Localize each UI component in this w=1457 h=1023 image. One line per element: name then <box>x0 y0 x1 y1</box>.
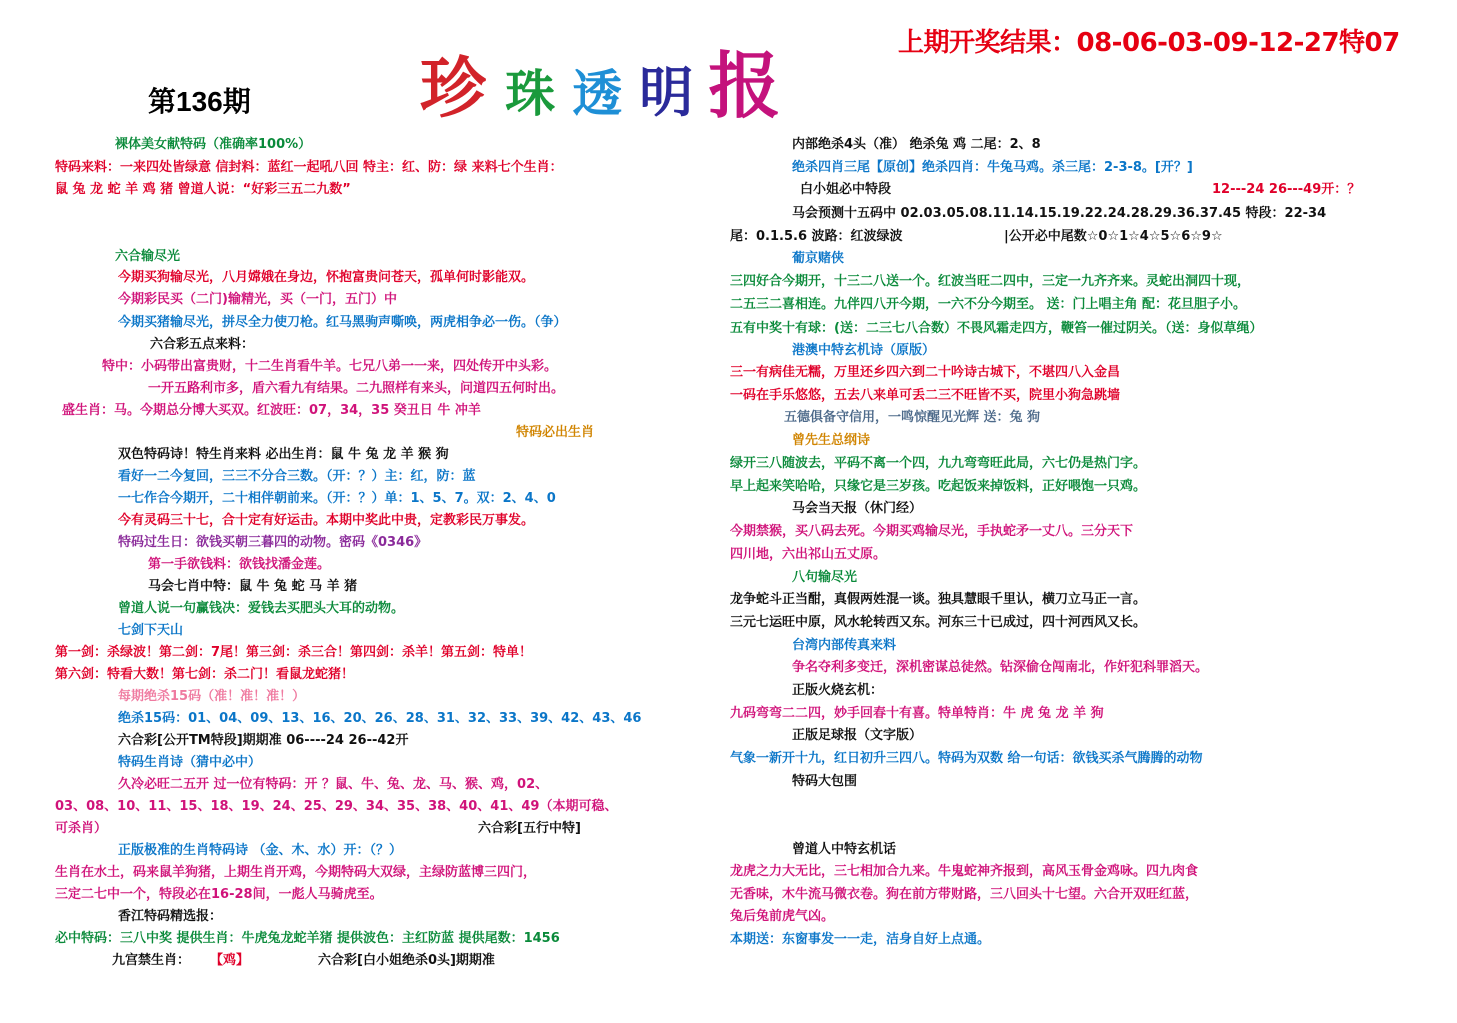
right-text-line: 马会预测十五码中 02.03.05.08.11.14.15.19.22.24.28.29.36.37.45 特段：22-34 <box>792 206 1327 221</box>
left-text-line: 生肖在水土，码来鼠羊狗猪，上期生肖开鸡，今期特码大双绿，主绿防蓝博三四门， <box>55 865 537 880</box>
left-text-line: 盛生肖：马。今期总分博大买双。红波旺：07，34，35 癸丑日 牛 冲羊 <box>62 403 481 418</box>
right-text-line: 兔后兔前虎气凶。 <box>730 909 835 924</box>
left-text-line: 久冷必旺二五开 过一位有特码：开 ？鼠、牛、兔、龙、马、猴、鸡，02、 <box>118 777 549 792</box>
left-text-line: 今期买狗输尽光，八月嫦娥在身边，怀抱富贵问苍天，孤单何时影能双。 <box>118 270 535 285</box>
right-text-line: 本期送：东窗事发一一走，洁身自好上点通。 <box>730 932 991 947</box>
right-text-line: 龙虎之力大无比，三七相加合九来。牛鬼蛇神齐报到，高风玉骨金鸡咏。四九肉食 <box>730 864 1199 879</box>
right-text-line: 三一有病佳无糯，万里还乡四六到二十吟诗古城下，不堪四八入金昌 <box>730 365 1121 380</box>
previous-draw-result: 上期开奖结果：08-06-03-09-12-27特07 <box>898 28 1400 58</box>
left-text-line: 六合彩[五行中特] <box>478 821 581 836</box>
left-text-line: 六合输尽光 <box>115 249 181 264</box>
issue-number: 第136期 <box>148 86 251 117</box>
right-text-line: 无香味，木牛流马微衣卷。狗在前方带财路，三八回头十七望。六合开双旺红蓝， <box>730 887 1199 902</box>
left-text-line: 每期绝杀15码（准！准！准！） <box>118 689 306 704</box>
left-text-line: 看好一二今复回，三三不分合三数。（开：？）主：红，防：蓝 <box>118 469 476 484</box>
left-text-line: 正版极准的生肖特码诗 （金、木、水）开：（？） <box>118 843 403 858</box>
right-text-line: 白小姐必中特段 <box>800 182 892 197</box>
left-text-line: 曾道人说一句赢钱决：爱钱去买肥头大耳的动物。 <box>118 601 405 616</box>
left-text-line: 九宫禁生肖： <box>112 953 191 968</box>
right-text-line: 早上起来笑哈哈，只缘它是三岁孩。吃起饭来掉饭料，正好喂饱一只鸡。 <box>730 479 1147 494</box>
right-text-line: 五德俱备守信用，一鸣惊醒见光辉 送：兔 狗 <box>784 410 1041 425</box>
left-text-line: 六合彩[公开TM特段]期期准 06----24 26--42开 <box>118 733 409 748</box>
title-char-3: 透 <box>572 64 623 123</box>
right-text-line: 正版足球报（文字版） <box>792 728 923 743</box>
right-text-line: 绿开三八随波去，平码不离一个四，九九弯弯旺此局，六七仍是热门字。 <box>730 456 1147 471</box>
left-text-line: 特码过生日：欲钱买朝三暮四的动物。密码《0346》 <box>118 535 428 550</box>
left-text-line: 香江特码精选报： <box>118 909 223 924</box>
left-text-line: 特码来料：一来四处皆绿意 信封料：蓝红一起吼八回 特主：红、防：绿 来料七个生肖： <box>55 160 563 175</box>
right-text-line: 马会当天报（休门经） <box>792 501 923 516</box>
left-text-line: 必中特码：三八中奖 提供生肖：牛虎兔龙蛇羊猪 提供波色：主红防蓝 提供尾数：1456 <box>55 931 560 946</box>
left-text-line: 特码生肖诗（猜中必中） <box>118 755 262 770</box>
right-text-line: 曾道人中特玄机话 <box>792 842 897 857</box>
right-text-line: 内部绝杀4头（准） 绝杀兔 鸡 二尾：2、8 <box>792 137 1041 152</box>
left-text-line: 鼠 兔 龙 蛇 羊 鸡 猪 曾道人说：“好彩三五二九数” <box>55 182 351 197</box>
title-char-4: 明 <box>639 60 694 124</box>
right-text-line: 二五三二喜相连。九伴四八开今期，一六不分今期至。 送：门上唱主角 配：花旦胆子小。 <box>730 297 1247 312</box>
title-char-5: 报 <box>708 43 781 128</box>
right-text-line: 港澳中特玄机诗（原版） <box>792 343 936 358</box>
left-text-line: 绝杀15码：01、04、09、13、16、20、26、28、31、32、33、39、42、43、46 <box>118 711 642 726</box>
right-text-line: 龙争蛇斗正当酣，真假两姓混一谈。独具慧眼千里认，横刀立马正一言。 <box>730 592 1147 607</box>
title-char-1: 珍 <box>420 49 486 127</box>
left-text-line: 六合彩五点来料： <box>150 337 255 352</box>
right-text-line: 正版火烧玄机： <box>792 683 884 698</box>
left-text-line: 双色特码诗！特生肖来料 必出生肖：鼠 牛 兔 龙 羊 猴 狗 <box>118 447 449 462</box>
right-text-line: 绝杀四肖三尾【原创】绝杀四肖：牛兔马鸡。杀三尾：2-3-8。[开？] <box>792 160 1193 175</box>
left-text-line: 今期买猪输尽光，拼尽全力使刀枪。红马黑驹声嘶唤，两虎相争必一伤。（争） <box>118 315 567 330</box>
left-text-line: 第一剑：杀绿波！第二剑：7尾！第三剑：杀三合！第四剑：杀羊！第五剑：特单！ <box>55 645 533 660</box>
left-text-line: 一七作合今期开，二十相伴朝前来。（开：？）单：1、5、7。双：2、4、0 <box>118 491 556 506</box>
title-char-2: 珠 <box>505 64 556 123</box>
left-text-line: 特码必出生肖 <box>516 425 595 440</box>
right-text-line: 争名夺利多变迁，深机密谋总徒然。钻深偷仓闯南北，作奸犯科罪滔天。 <box>792 660 1209 675</box>
right-text-line: 三四好合今期开，十三二八送一个。红波当旺二四中，三定一九齐齐来。灵蛇出洞四十现， <box>730 274 1251 289</box>
right-text-line: 三元七运旺中原，风水轮转西又东。河东三十已成过，四十河西风又长。 <box>730 615 1147 630</box>
right-text-line: 曾先生总纲诗 <box>792 433 871 448</box>
right-text-line: 九码弯弯二二四，妙手回春十有喜。特单特肖：牛 虎 兔 龙 羊 狗 <box>730 706 1104 721</box>
right-text-line: 特码大包围 <box>792 774 858 789</box>
right-text-line: 台湾内部传真来料 <box>792 638 897 653</box>
left-text-line: 特中：小码带出富贵财，十二生肖看牛羊。七兄八弟一一来，四处传开中头彩。 <box>102 359 558 374</box>
right-text-line: 一码在手乐悠悠，五去八来单可丢二三不旺皆不买，院里小狗急跳墙 <box>730 388 1121 403</box>
left-text-line: 三定二七中一个，特段必在16-28间，一彪人马骑虎至。 <box>55 887 383 902</box>
right-text-line: 12---24 26---49开：？ <box>1212 182 1361 197</box>
left-text-line: 可杀肖） <box>55 821 108 836</box>
right-text-line: 葡京赌侠 <box>792 251 845 266</box>
left-text-line: 七剑下天山 <box>118 623 184 638</box>
right-text-line: 五有中奖十有球：(送：二三七八合数）不畏风霜走四方，鞭笞一催过阴关。（送：身似草绳） <box>730 321 1263 336</box>
left-text-line: 六合彩[白小姐绝杀0头]期期准 <box>318 953 495 968</box>
left-text-line: 一开五路利市多，盾六看九有结果。二九照样有来头，问道四五何时出。 <box>148 381 565 396</box>
right-text-line: 尾：0.1.5.6 波路：红波绿波 <box>730 229 903 244</box>
right-text-line: 气象一新开十九，红日初升三四八。特码为双数 给一句话：欲钱买杀气腾腾的动物 <box>730 751 1203 766</box>
left-text-line: 今期彩民买（二门)输精光，买（一门，五门）中 <box>118 292 397 307</box>
left-text-line: 马会七肖中特：鼠 牛 兔 蛇 马 羊 猪 <box>148 579 358 594</box>
left-text-line: 裸体美女献特码（准确率100%） <box>115 137 312 152</box>
left-text-line: 第一手欲钱料：欲钱找潘金莲。 <box>148 557 331 572</box>
right-text-line: 今期禁猴，买八码去死。今期买鸡输尽光，手执蛇矛一丈八。三分天下 <box>730 524 1134 539</box>
newspaper-title <box>420 28 780 128</box>
left-text-line: 第六剑：特看大数！第七剑：杀二门！看鼠龙蛇猪！ <box>55 667 355 682</box>
left-text-line: 03、08、10、11、15、18、19、24、25、29、34、35、38、40、41、49（本期可稳、 <box>55 799 618 814</box>
right-text-line: 八句输尽光 <box>792 570 858 585</box>
left-text-line: 【鸡】 <box>210 953 250 968</box>
right-text-line: 四川地，六出祁山五丈原。 <box>730 547 887 562</box>
right-text-line: |公开必中尾数☆0☆1☆4☆5☆6☆9☆ <box>1004 229 1223 244</box>
left-text-line: 今有灵码三十七，合十定有好运击。本期中奖此中贵，定教彩民万事发。 <box>118 513 535 528</box>
